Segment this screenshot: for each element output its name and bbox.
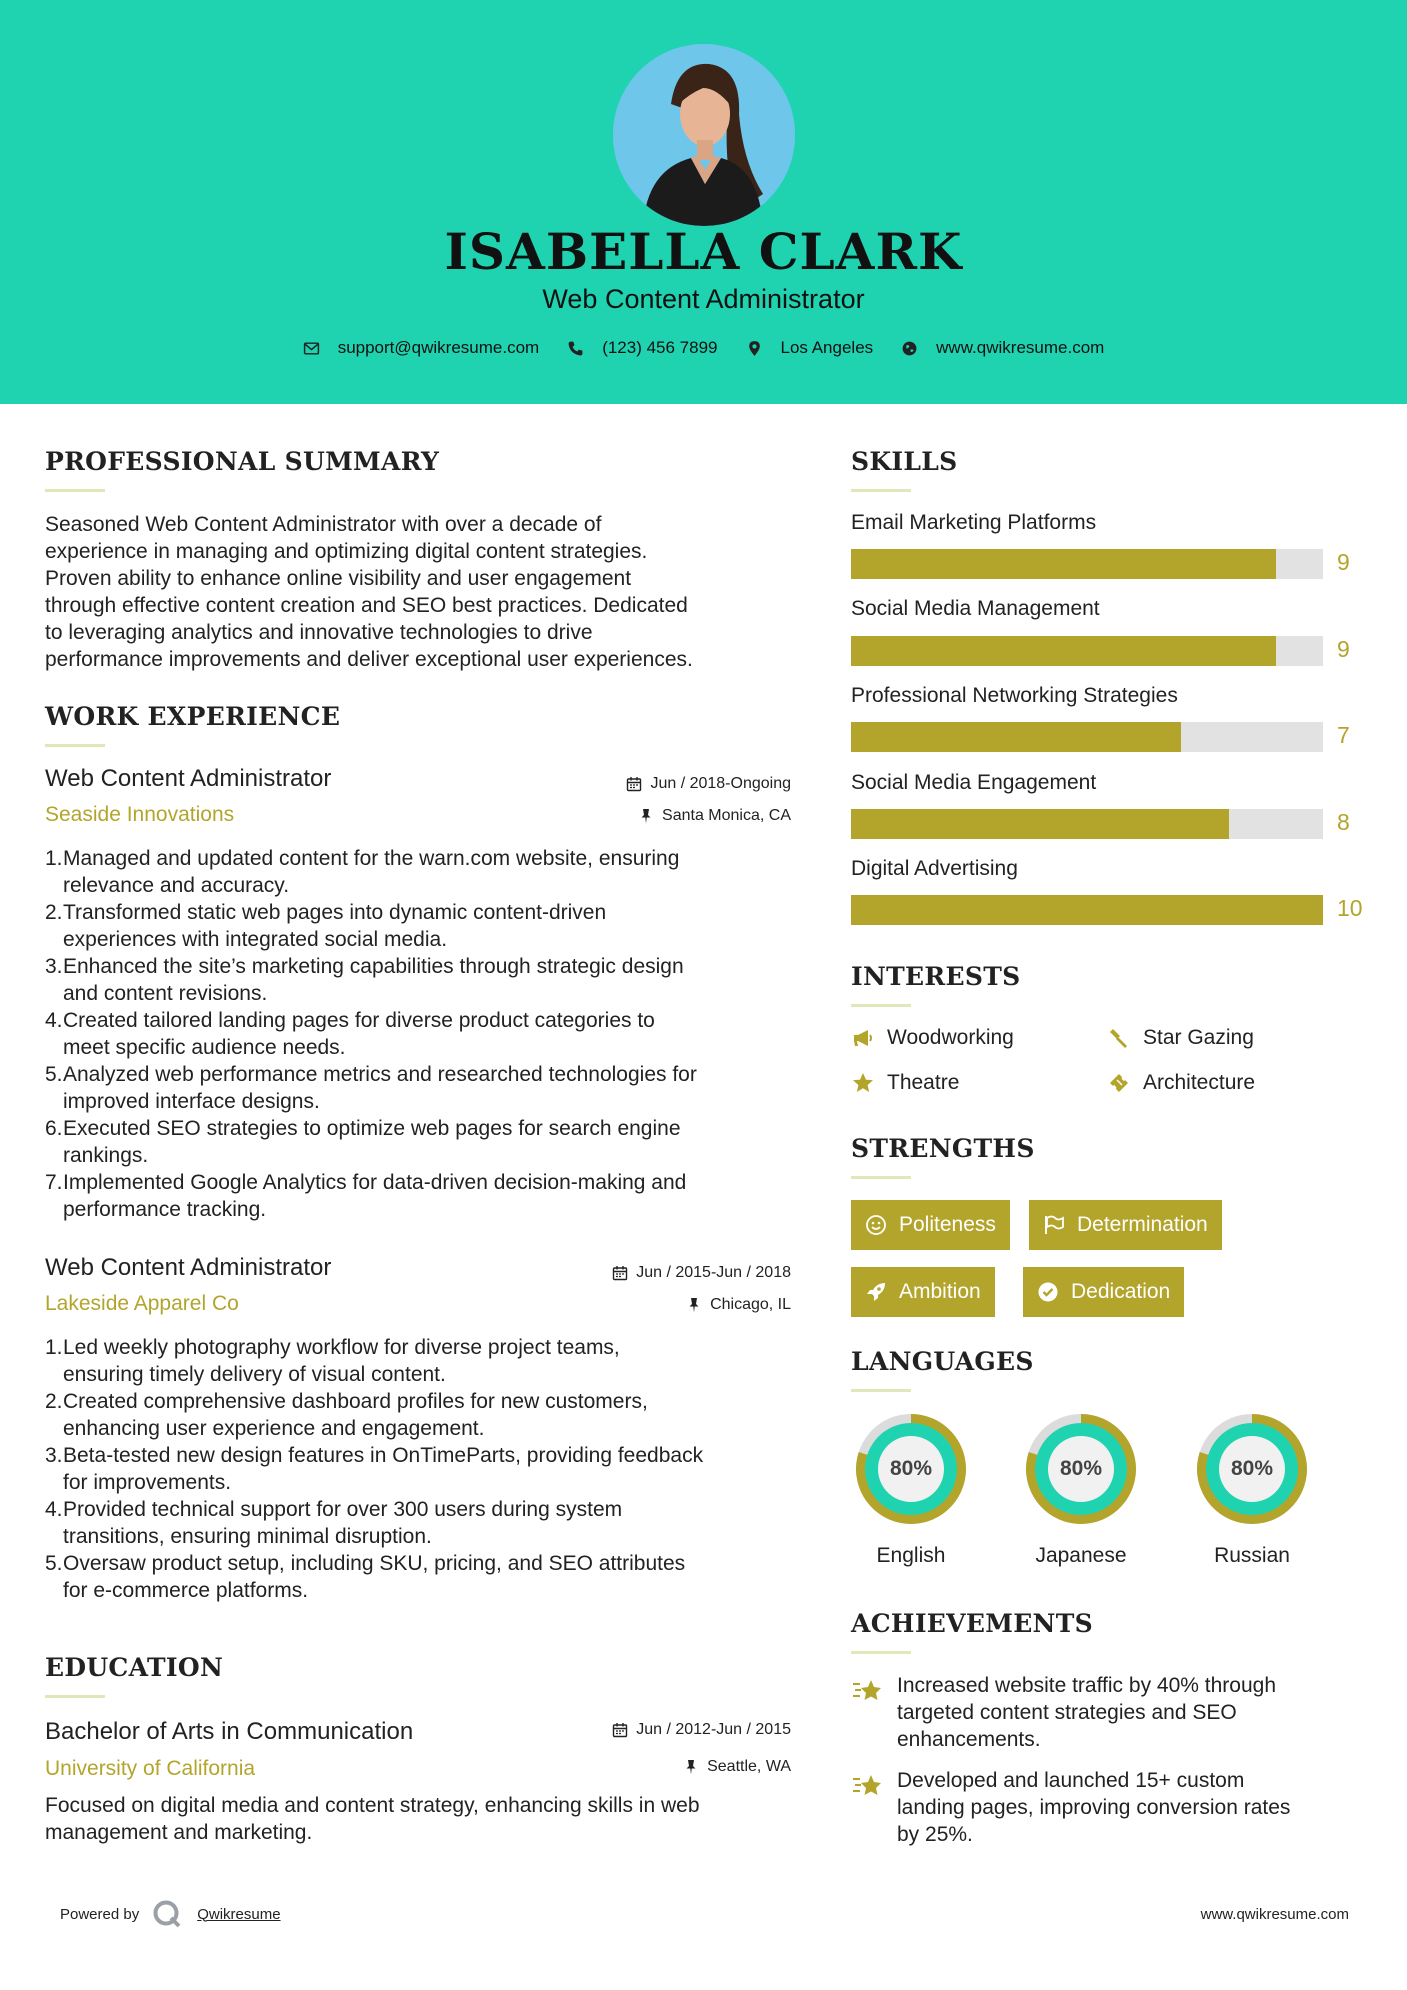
achievement-item: [851, 1767, 1351, 1848]
bullet-line: transitions, ensuring minimal disruption.: [63, 1525, 432, 1548]
location-text: Los Angeles: [780, 338, 874, 357]
education-location-text: Seattle, WA: [707, 1758, 791, 1775]
bullet-line: Transformed static web pages into dynamic content-driven: [63, 901, 607, 924]
skill-bar: [851, 809, 1323, 839]
strength-badge: [851, 1267, 995, 1317]
language-name: English: [876, 1544, 946, 1567]
language-ring: [1190, 1407, 1314, 1531]
bullet-number: 2.: [45, 901, 63, 924]
list-item: [45, 1007, 795, 1061]
skill-bar: [851, 549, 1323, 579]
language-percent: 80%: [1230, 1457, 1274, 1480]
bullet-line: rankings.: [63, 1144, 149, 1167]
job-date-text: Jun / 2015-Jun / 2018: [636, 1264, 791, 1281]
bullet-line: relevance and accuracy.: [63, 874, 290, 897]
education-line: management and marketing.: [45, 1821, 313, 1844]
star-trophy-icon: [851, 1674, 885, 1708]
strength-label: Determination: [1077, 1213, 1208, 1236]
bullet-line: Managed and updated content for the warn.com website, ensuring: [63, 847, 680, 870]
skill-name: Social Media Engagement: [851, 771, 1097, 794]
interest-item: [851, 1071, 959, 1095]
contact-location: [746, 338, 874, 358]
education-heading: EDUCATION: [45, 1653, 224, 1682]
summary-heading: PROFESSIONAL SUMMARY: [45, 447, 440, 476]
achievement-line: enhancements.: [897, 1728, 1041, 1751]
contact-row: [0, 338, 1407, 358]
strength-label: Ambition: [899, 1280, 981, 1303]
summary-text: [45, 511, 795, 673]
achievement-line: Developed and launched 15+ custom: [897, 1769, 1245, 1792]
degree-title: Bachelor of Arts in Communication: [45, 1718, 414, 1745]
powered-by-label: Powered by: [60, 1905, 140, 1923]
powered-by: [60, 1898, 281, 1930]
job-title: Web Content Administrator: [45, 765, 332, 792]
summary-line: experience in managing and optimizing digital content strategies.: [45, 540, 648, 563]
list-item: [45, 1115, 795, 1169]
summary-line: to leveraging analytics and innovative technologies to drive: [45, 621, 593, 644]
bullet-line: Enhanced the site’s marketing capabilities through strategic design: [63, 955, 684, 978]
job-date: [612, 1264, 791, 1282]
skill-bar-fill: [851, 722, 1181, 752]
skills-heading: SKILLS: [851, 447, 958, 476]
bullet-number: 2.: [45, 1390, 63, 1413]
check-circle-icon: [1037, 1281, 1059, 1303]
bullet-number: 1.: [45, 847, 63, 870]
pushpin-icon: [638, 808, 654, 824]
website-text: www.qwikresume.com: [936, 338, 1105, 357]
list-item: [45, 1061, 795, 1115]
star-trophy-icon: [851, 1769, 885, 1803]
bullet-line: ensuring timely delivery of visual content.: [63, 1363, 446, 1386]
candidate-role: Web Content Administrator: [542, 284, 865, 314]
education-location: [683, 1758, 791, 1776]
bullet-line: Oversaw product setup, including SKU, pricing, and SEO attributes: [63, 1552, 686, 1575]
calendar-icon: [626, 776, 642, 792]
bullet-number: 3.: [45, 1444, 63, 1467]
interest-label: Theatre: [887, 1071, 960, 1094]
bullet-number: 6.: [45, 1117, 63, 1140]
bullet-line: Led weekly photography workflow for diverse project teams,: [63, 1336, 620, 1359]
language-percent: 80%: [889, 1457, 933, 1480]
footer-website[interactable]: www.qwikresume.com: [1200, 1906, 1349, 1923]
list-item: [45, 953, 795, 1007]
contact-email[interactable]: [303, 338, 540, 358]
map-pin-icon: [746, 340, 763, 357]
strength-label: Politeness: [899, 1213, 996, 1236]
skill-value: 10: [1337, 895, 1363, 921]
interest-item: [1107, 1026, 1254, 1050]
experience-heading: WORK EXPERIENCE: [45, 702, 341, 731]
skill-bar-fill: [851, 809, 1229, 839]
phone-text: (123) 456 7899: [602, 338, 718, 357]
skills-divider: [851, 489, 911, 492]
skill-name: Email Marketing Platforms: [851, 511, 1097, 534]
skill-name: Digital Advertising: [851, 857, 1018, 880]
calendar-icon: [612, 1722, 628, 1738]
achievement-line: by 25%.: [897, 1823, 973, 1846]
experience-divider: [45, 744, 105, 747]
skill-value: 7: [1337, 722, 1350, 748]
strength-badge: [1029, 1200, 1222, 1250]
megaphone-icon: [851, 1026, 875, 1050]
skill-bar-fill: [851, 549, 1276, 579]
job-location-text: Santa Monica, CA: [662, 807, 791, 824]
contact-website[interactable]: [901, 338, 1104, 358]
education-divider: [45, 1695, 105, 1698]
strength-badge: [1023, 1267, 1184, 1317]
bullet-number: 5.: [45, 1063, 63, 1086]
bullet-number: 5.: [45, 1552, 63, 1575]
skill-name: Professional Networking Strategies: [851, 684, 1178, 707]
bullet-number: 1.: [45, 1336, 63, 1359]
email-text: support@qwikresume.com: [337, 338, 540, 357]
list-item: [45, 1388, 795, 1442]
strengths-heading: STRENGTHS: [851, 1134, 1035, 1163]
brand-link[interactable]: Qwikresume: [197, 1905, 281, 1923]
bullet-line: Beta-tested new design features in OnTimeParts, providing feedback: [63, 1444, 704, 1467]
achievements-divider: [851, 1651, 911, 1654]
bullet-line: for e-commerce platforms.: [63, 1579, 309, 1602]
achievement-line: landing pages, improving conversion rates: [897, 1796, 1291, 1819]
language-ring: [849, 1407, 973, 1531]
candidate-name: ISABELLA CLARK: [444, 222, 963, 281]
list-item: [45, 845, 795, 899]
interest-label: Architecture: [1143, 1071, 1256, 1094]
achievement-line: Increased website traffic by 40% through: [897, 1674, 1276, 1697]
strength-badge: [851, 1200, 1010, 1250]
summary-line: Proven ability to enhance online visibility and user engagement: [45, 567, 632, 590]
contact-phone[interactable]: [567, 338, 717, 358]
bullet-number: 4.: [45, 1498, 63, 1521]
bullet-line: experiences with integrated social media.: [63, 928, 448, 951]
interests-heading: INTERESTS: [851, 962, 1021, 991]
summary-divider: [45, 489, 105, 492]
skill-value: 9: [1337, 636, 1350, 662]
qwikresume-logo-icon: [151, 1898, 183, 1930]
strength-label: Dedication: [1071, 1280, 1171, 1303]
skill-bar: [851, 895, 1323, 925]
skill-bar: [851, 722, 1323, 752]
gavel-icon: [1107, 1026, 1131, 1050]
list-item: [45, 1334, 795, 1388]
globe-icon: [901, 340, 918, 357]
bullet-line: performance tracking.: [63, 1198, 267, 1221]
star-icon: [851, 1071, 875, 1095]
bullet-line: Created tailored landing pages for diverse product categories to: [63, 1009, 655, 1032]
bullet-line: meet specific audience needs.: [63, 1036, 346, 1059]
bullet-line: improved interface designs.: [63, 1090, 320, 1113]
skill-name: Social Media Management: [851, 597, 1100, 620]
list-item: [45, 899, 795, 953]
list-item: [45, 1550, 795, 1604]
job-location: [686, 1296, 791, 1314]
calendar-icon: [612, 1265, 628, 1281]
job-date-text: Jun / 2018-Ongoing: [650, 775, 791, 792]
avatar: [613, 44, 795, 226]
job-bullets: [45, 1334, 795, 1604]
education-date-text: Jun / 2012-Jun / 2015: [636, 1721, 791, 1738]
bullet-line: Analyzed web performance metrics and researched technologies for: [63, 1063, 697, 1086]
bullet-line: Provided technical support for over 300 users during system: [63, 1498, 623, 1521]
skill-bar: [851, 636, 1323, 666]
strengths-divider: [851, 1176, 911, 1179]
languages-heading: LANGUAGES: [851, 1347, 1034, 1376]
list-item: [45, 1169, 795, 1223]
job-company: Seaside Innovations: [45, 803, 235, 826]
resume-header: [0, 0, 1407, 404]
language-name: Japanese: [1035, 1544, 1127, 1567]
job-title: Web Content Administrator: [45, 1254, 332, 1281]
language-name: Russian: [1214, 1544, 1290, 1567]
bullet-line: for improvements.: [63, 1471, 232, 1494]
phone-icon: [567, 340, 584, 357]
list-item: [45, 1442, 795, 1496]
rocket-icon: [865, 1281, 887, 1303]
envelope-icon: [303, 340, 320, 357]
job-company: Lakeside Apparel Co: [45, 1292, 239, 1315]
skill-bar-fill: [851, 636, 1276, 666]
languages-divider: [851, 1389, 911, 1392]
job-location-text: Chicago, IL: [710, 1296, 791, 1313]
summary-line: performance improvements and deliver exceptional user experiences.: [45, 648, 693, 671]
profile-photo: [613, 44, 795, 226]
school-name: University of California: [45, 1757, 256, 1780]
bullet-number: 7.: [45, 1171, 63, 1194]
job-bullets: [45, 845, 795, 1223]
bullet-line: enhancing user experience and engagement.: [63, 1417, 485, 1440]
language-percent: 80%: [1059, 1457, 1103, 1480]
pushpin-icon: [686, 1297, 702, 1313]
bullet-line: Executed SEO strategies to optimize web pages for search engine: [63, 1117, 681, 1140]
bullet-number: 4.: [45, 1009, 63, 1032]
skill-value: 8: [1337, 809, 1350, 835]
bullet-number: 3.: [45, 955, 63, 978]
job-location: [638, 807, 791, 825]
summary-line: Seasoned Web Content Administrator with over a decade of: [45, 513, 602, 536]
skill-value: 9: [1337, 549, 1350, 575]
bullet-line: and content revisions.: [63, 982, 268, 1005]
skill-bar-fill: [851, 895, 1323, 925]
education-date: [612, 1721, 791, 1739]
achievements-heading: ACHIEVEMENTS: [851, 1609, 1093, 1638]
job-date: [626, 775, 791, 793]
ticket-icon: [1107, 1071, 1131, 1095]
interest-label: Woodworking: [887, 1026, 1014, 1049]
bullet-line: Implemented Google Analytics for data-driven decision-making and: [63, 1171, 687, 1194]
achievement-line: targeted content strategies and SEO: [897, 1701, 1237, 1724]
smile-icon: [865, 1214, 887, 1236]
language-ring: [1019, 1407, 1143, 1531]
achievement-item: [851, 1672, 1351, 1753]
interest-label: Star Gazing: [1143, 1026, 1254, 1049]
bullet-line: Created comprehensive dashboard profiles for new customers,: [63, 1390, 648, 1413]
interest-item: [851, 1026, 1014, 1050]
interest-item: [1107, 1071, 1255, 1095]
education-line: Focused on digital media and content strategy, enhancing skills in web: [45, 1794, 700, 1817]
summary-line: through effective content creation and SEO best practices. Dedicated: [45, 594, 688, 617]
education-description: [45, 1792, 805, 1846]
list-item: [45, 1496, 795, 1550]
interests-divider: [851, 1004, 911, 1007]
pushpin-icon: [683, 1759, 699, 1775]
flag-icon: [1043, 1214, 1065, 1236]
